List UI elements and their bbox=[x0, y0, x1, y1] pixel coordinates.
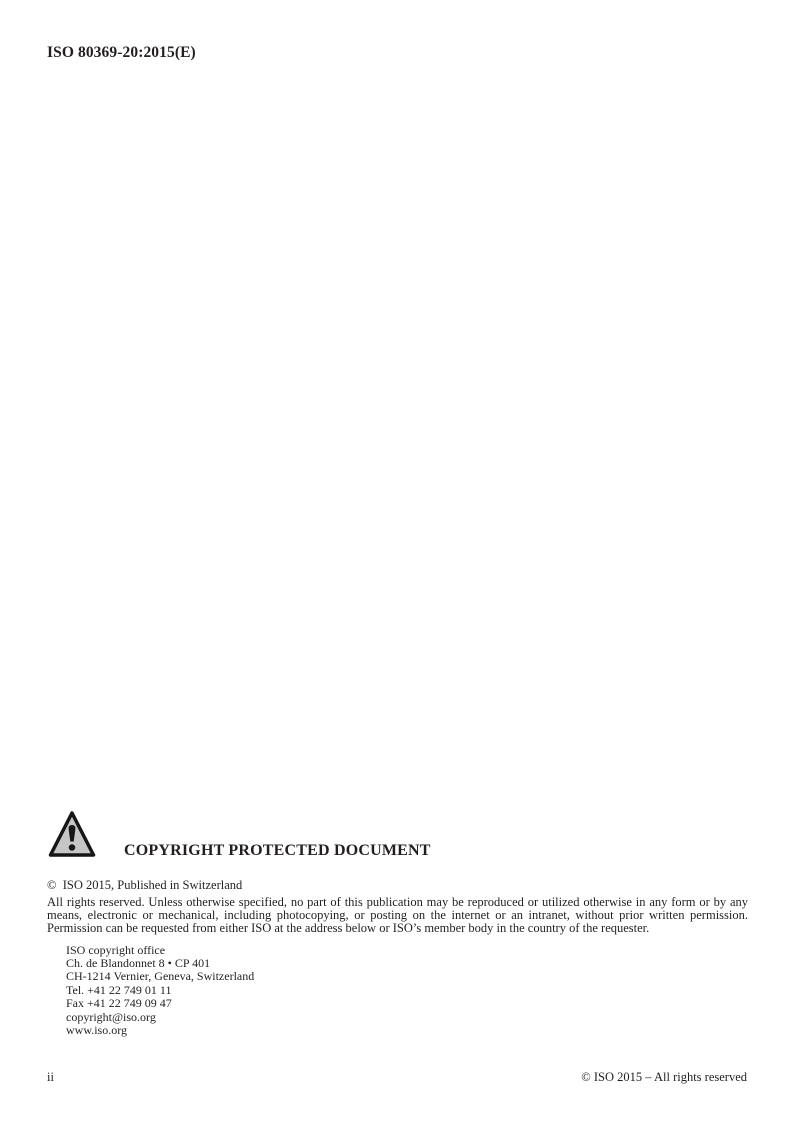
warning-triangle-icon bbox=[47, 808, 97, 861]
address-line-office: ISO copyright office bbox=[66, 942, 166, 957]
address-line-tel: Tel. +41 22 749 01 11 bbox=[66, 982, 172, 997]
iso-address-block bbox=[66, 944, 748, 1038]
rights-paragraph: All rights reserved. Unless otherwise specified, no part of this publication may be reproduced or utilized otherwise in any form or by any means, electronic or mechanical, including photocopying, or posting on the internet or an intranet, without prior written permission. Permission can be requested from either ISO at the address below or ISO’s member body in the country of the requester. bbox=[47, 895, 748, 936]
page-number: ii bbox=[47, 1070, 54, 1084]
address-line-email: copyright@iso.org bbox=[66, 1009, 156, 1024]
footer-copyright: © ISO 2015 – All rights reserved bbox=[581, 1070, 747, 1084]
copyright-heading: COPYRIGHT PROTECTED DOCUMENT bbox=[124, 842, 431, 859]
address-line-website: www.iso.org bbox=[66, 1023, 128, 1038]
document-reference: ISO 80369-20:2015(E) bbox=[47, 44, 196, 61]
address-line-fax: Fax +41 22 749 09 47 bbox=[66, 996, 172, 1011]
copyright-heading-row bbox=[47, 808, 748, 861]
address-line-city: CH-1214 Vernier, Geneva, Switzerland bbox=[66, 969, 255, 984]
page-footer bbox=[47, 1070, 747, 1085]
address-line-street: Ch. de Blandonnet 8 • CP 401 bbox=[66, 956, 211, 971]
published-line: © ISO 2015, Published in Switzerland bbox=[47, 878, 243, 892]
copyright-section bbox=[47, 808, 748, 1037]
